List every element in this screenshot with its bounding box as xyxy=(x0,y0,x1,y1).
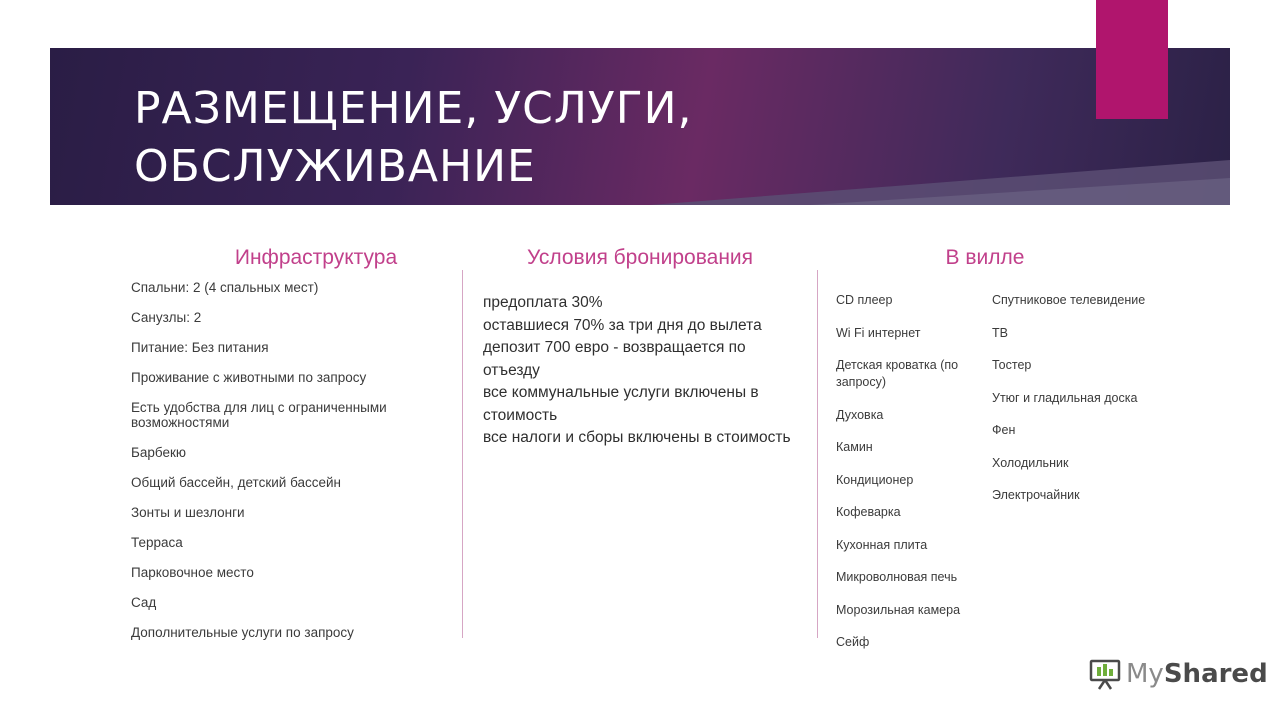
list-item: Санузлы: 2 xyxy=(131,310,202,325)
list-item: Камин xyxy=(836,440,873,454)
list-item: Спутниковое телевидение xyxy=(992,293,1146,307)
list-item: Wi Fi интернет xyxy=(836,325,921,340)
list-item: Кондиционер xyxy=(836,472,914,487)
list-item: Духовка xyxy=(836,407,884,422)
villa-amenities-left xyxy=(836,292,976,667)
list-item: Холодильник xyxy=(992,455,1069,470)
list-item: Кухонная плита xyxy=(836,537,928,552)
list-item: все коммунальные услуги включены в стоимость xyxy=(483,384,759,424)
list-item: все налоги и сборы включены в стоимость xyxy=(483,429,791,446)
watermark-shared: Shared xyxy=(1163,659,1268,689)
list-item: Микроволновая печь xyxy=(836,570,958,584)
list-item: Утюг и гладильная доска xyxy=(992,390,1138,405)
list-item: Кофеварка xyxy=(836,505,901,519)
list-item: Питание: Без питания xyxy=(131,340,269,355)
list-item: Есть удобства для лиц с ограниченными возможностями xyxy=(131,400,387,430)
list-item: Общий бассейн, детский бассейн xyxy=(131,475,342,490)
accent-tab xyxy=(1096,0,1168,119)
infrastructure-list xyxy=(131,280,431,655)
list-item: ТВ xyxy=(992,325,1008,340)
villa-amenities-right xyxy=(992,292,1162,520)
heading-villa: В вилле xyxy=(945,246,1025,269)
list-item: Зонты и шезлонги xyxy=(131,505,245,520)
list-item: Парковочное место xyxy=(131,565,254,580)
list-item: Терраса xyxy=(131,535,183,550)
watermark-text xyxy=(1126,659,1268,689)
list-item: Барбекю xyxy=(131,445,186,460)
list-item: Сад xyxy=(131,595,157,610)
column-divider xyxy=(817,270,818,638)
list-item: CD плеер xyxy=(836,293,893,307)
list-item: предоплата 30% xyxy=(483,294,603,311)
column-divider xyxy=(462,270,463,638)
heading-infrastructure: Инфраструктура xyxy=(234,246,398,269)
list-item: оставшиеся 70% за три дня до вылета xyxy=(483,316,762,334)
list-item: Проживание с животными по запросу xyxy=(131,370,367,385)
list-item: Фен xyxy=(992,423,1016,437)
list-item: Дополнительные услуги по запросу xyxy=(131,625,354,640)
presentation-board-icon xyxy=(1088,657,1122,691)
list-item: Сейф xyxy=(836,635,870,649)
list-item: Электрочайник xyxy=(992,488,1080,502)
title-banner xyxy=(50,48,1230,205)
slide-title: РАЗМЕЩЕНИЕ, УСЛУГИ, ОБСЛУЖИВАНИЕ xyxy=(134,83,693,192)
list-item: депозит 700 евро - возвращается по отъезду xyxy=(483,339,746,379)
watermark-my: My xyxy=(1126,659,1164,689)
list-item: Тостер xyxy=(992,358,1032,372)
list-item: Детская кроватка (по запросу) xyxy=(836,358,959,389)
list-item: Спальни: 2 (4 спальных мест) xyxy=(131,280,319,295)
heading-booking: Условия бронирования xyxy=(526,246,754,269)
booking-conditions-list xyxy=(483,292,803,450)
list-item: Морозильная камера xyxy=(836,602,961,617)
myshared-watermark xyxy=(1088,657,1268,691)
